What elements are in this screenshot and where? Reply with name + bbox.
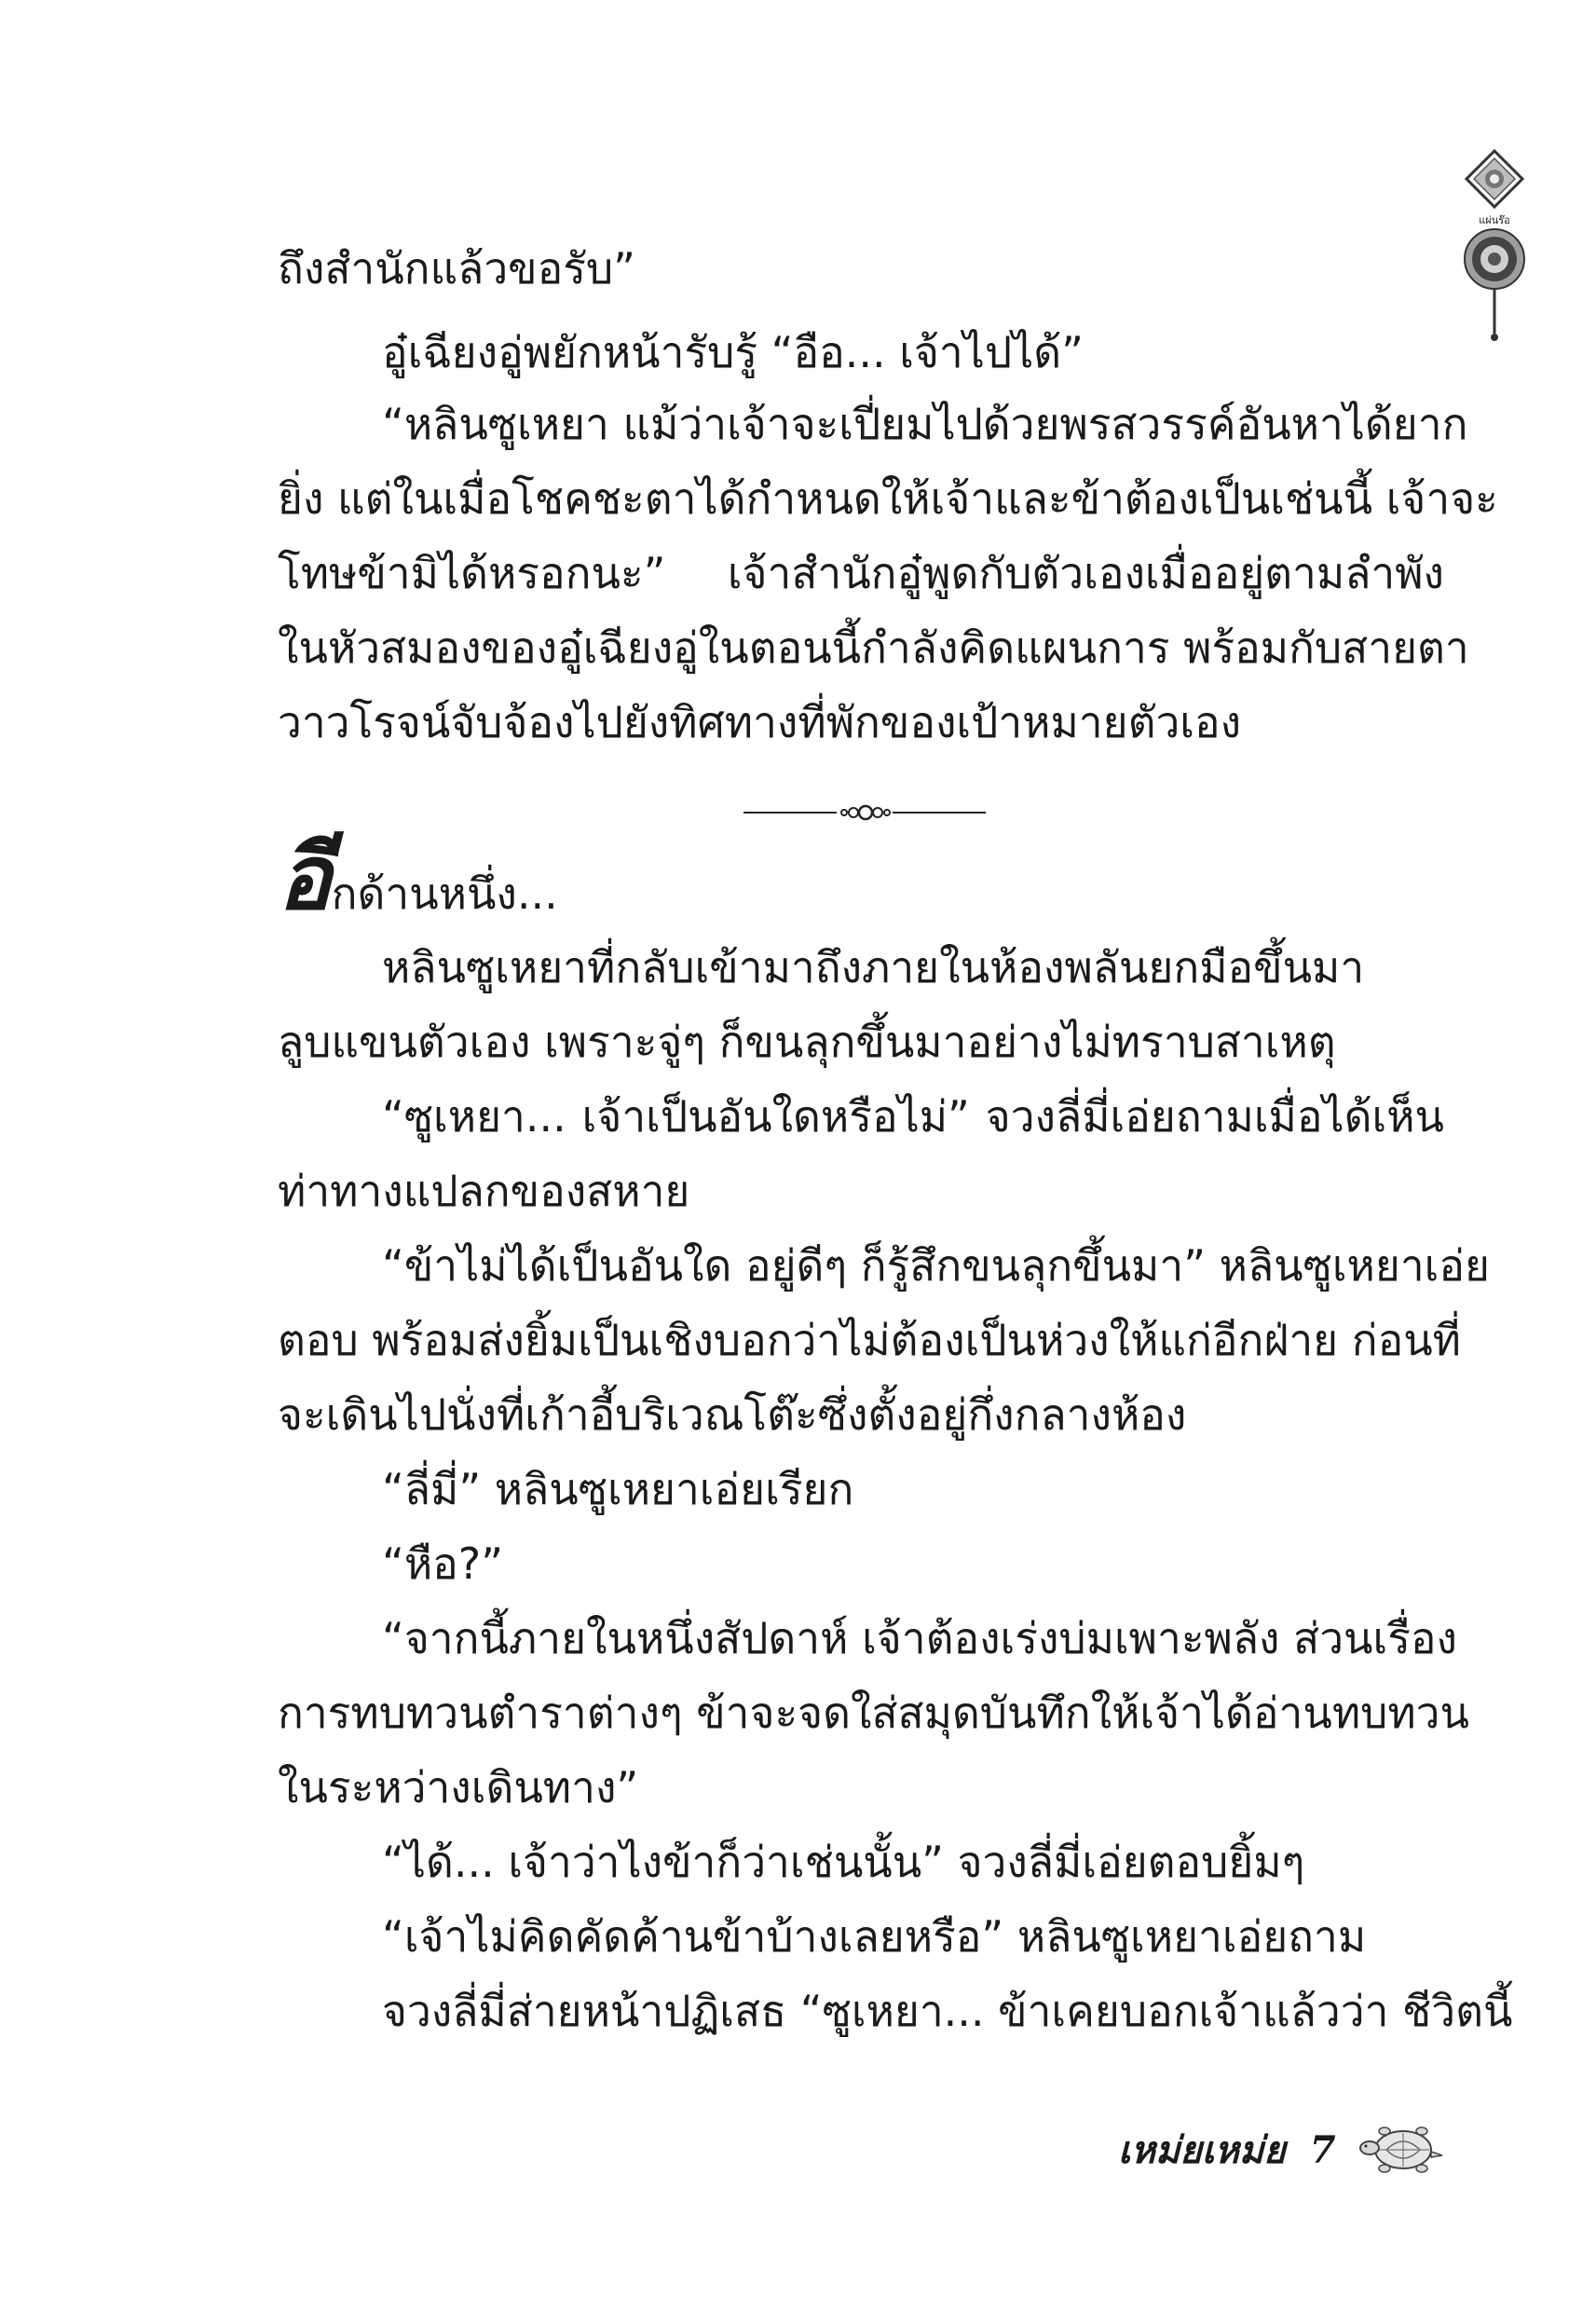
paragraph-line: “จากนี้ภายในหนึ่งสัปดาห์ เจ้าต้องเร่งบ่มเพาะพลัง ส่วนเรื่อง [382,1613,1457,1663]
paragraph-line: ยิ่ง แต่ในเมื่อโชคชะตาได้กำหนดให้เจ้าและข้าต้องเป็นเช่นนี้ เจ้าจะ [278,473,1498,524]
paragraph-line: ตอบ พร้อมส่งยิ้มเป็นเชิงบอกว่าไม่ต้องเป็นห่วงให้แก่อีกฝ่าย ก่อนที่ [278,1315,1461,1365]
turtle-icon [1358,2120,1444,2180]
paragraph-line: วาวโรจน์จับจ้องไปยังทิศทางที่พักของเป้าหมายตัวเอง [278,697,1242,747]
paragraph-line: หลินซูเหยาที่กลับเข้ามาถึงภายในห้องพลันยกมือขึ้นมา [382,942,1365,992]
corner-emblem-icon [1461,147,1528,343]
paragraph-line: ในหัวสมองของอู๋เฉียงอู่ในตอนนี้กำลังคิดแผนการ พร้อมกับสายตา [278,622,1469,673]
scene-break-ornament-icon [743,801,986,824]
paragraph-line: การทบทวนตำราต่างๆ ข้าจะจดใส่สมุดบันทึกให้เจ้าได้อ่านทบทวน [278,1688,1469,1738]
paragraph-line: “ลี่มี่” หลินซูเหยาเอ่ยเรียก [382,1464,854,1514]
paragraph-line: จวงลี่มี่ส่ายหน้าปฏิเสธ “ซูเหยา... ข้าเคยบอกเจ้าแล้วว่า ชีวิตนี้ [382,1986,1513,2036]
scene-break-opening [278,826,558,930]
paragraph-line: “หลินซูเหยา แม้ว่าเจ้าจะเปี่ยมไปด้วยพรสวรรค์อันหาได้ยาก [382,399,1468,449]
corner-mark-text: แผ่นร๊อ [1479,214,1510,226]
drop-cap-rest: กด้านหนึ่ง... [331,868,558,919]
paragraph-line: ท่าทางแปลกของสหาย [278,1166,690,1216]
paragraph-line: ลูบแขนตัวเอง เพราะจู่ๆ ก็ขนลุกขึ้นมาอย่างไม่ทราบสาเหตุ [278,1017,1336,1067]
paragraph-line: จะเดินไปนั่งที่เก้าอี้บริเวณโต๊ะซึ่งตั้งอยู่กึ่งกลางห้อง [278,1389,1187,1440]
paragraph-line: อู๋เฉียงอู่พยักหน้ารับรู้ “อือ... เจ้าไปได้” [382,327,1084,377]
paragraph-line: ถึงสำนักแล้วขอรับ” [278,243,635,294]
paragraph-line: “ซูเหยา... เจ้าเป็นอันใดหรือไม่” จวงลี่มี่เอ่ยถามเมื่อได้เห็น [382,1091,1444,1142]
paragraph-line: “ข้าไม่ได้เป็นอันใด อยู่ดีๆ ก็รู้สึกขนลุกขึ้นมา” หลินซูเหยาเอ่ย [382,1240,1490,1291]
paragraph-line: ในระหว่างเดินทาง” [278,1762,639,1812]
paragraph-line: “ได้... เจ้าว่าไงข้าก็ว่าเช่นนั้น” จวงลี่มี่เอ่ยตอบยิ้มๆ [382,1837,1305,1887]
drop-cap: อี [278,826,332,930]
paragraph-line: โทษข้ามิได้หรอกนะ” เจ้าสำนักอู๋พูดกับตัวเองเมื่ออยู่ตามลำพัง [278,548,1444,598]
running-title: เหม่ยเหม่ย [1118,2128,1286,2172]
page-number: 7 [1309,2127,1336,2172]
paragraph-line: “หือ?” [382,1538,504,1589]
paragraph-line: “เจ้าไม่คิดคัดค้านข้าบ้างเลยหรือ” หลินซูเหยาเอ่ยถาม [382,1911,1367,1962]
page-footer [1118,2117,1444,2182]
